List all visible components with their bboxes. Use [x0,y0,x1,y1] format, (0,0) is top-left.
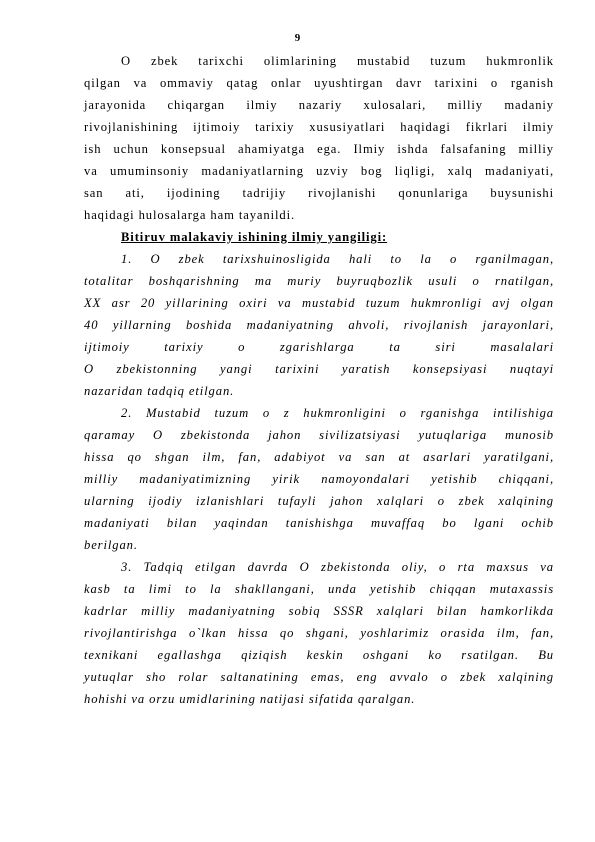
list-item-line: rivojlantirishga o`lkan hissa qo shgani, yoshlarimiz orasida ilm, fan, [84,626,554,640]
paragraph-line: qilgan va ommaviy qatag onlar uyushtirgan davr tarixini o rganish [84,76,554,90]
paragraph-line: ish uchun konsepsual ahamiyatga ega. Ilmiy ishda falsafaning milliy [84,142,554,156]
list-item-line: berilgan. [84,538,138,552]
list-item-line: hohishi va orzu umidlarining natijasi sifatida qaralgan. [84,692,416,706]
section-heading: Bitiruv malakaviy ishining ilmiy yangiligi: [121,230,388,244]
paragraph-line: rivojlanishining ijtimoiy tarixiy xususiyatlari haqidagi fikrlari ilmiy [84,120,554,134]
list-item-line: O zbekistonning yangi tarixini yaratish konsepsiyasi nuqtayi [84,362,554,376]
list-item-line: totalitar boshqarishning ma muriy buyruqbozlik usuli o rnatilgan, [84,274,554,288]
paragraph-line: haqidagi hulosalarga ham tayanildi. [84,208,296,222]
paragraph-line: jarayonida chiqargan ilmiy nazariy xulosalari, milliy madaniy [84,98,554,112]
list-item-line: 1. O zbek tarixshuinosligida hali to la o rganilmagan, [121,252,554,266]
list-item-line: kasb ta limi to la shakllangani, unda yetishib chiqqan mutaxassis [84,582,554,596]
list-item-line: qaramay O zbekistonda jahon sivilizatsiyasi yutuqlariga munosib [84,428,554,442]
list-item-line: 2. Mustabid tuzum o z hukmronligini o rganishga intilishiga [121,406,554,420]
list-item-line: XX asr 20 yillarining oxiri va mustabid tuzum hukmronligi avj olgan [84,296,554,310]
list-item-line: yutuqlar sho rolar saltanatining emas, eng avvalo o zbek xalqining [84,670,554,684]
paragraph-line: san ati, ijodining tadrijiy rivojlanishi qonunlariga buysunishi [84,186,554,200]
paragraph-line: O zbek tarixchi olimlarining mustabid tuzum hukmronlik [121,54,554,68]
list-item-line: ijtimoiy tarixiy o zgarishlarga ta siri masalalari [84,340,554,354]
list-item-line: ularning ijodiy izlanishlari tufayli jahon xalqlari o zbek xalqining [84,494,554,508]
page-number: 9 [294,32,301,44]
list-item-line: kadrlar milliy madaniyatning sobiq SSSR xalqlari bilan hamkorlikda [84,604,554,618]
list-item-line: texnikani egallashga qiziqish keskin oshgani ko rsatilgan. Bu [84,648,554,662]
list-item-line: hissa qo shgan ilm, fan, adabiyot va san at asarlari yaratilgani, [84,450,554,464]
list-item-line: nazaridan tadqiq etilgan. [84,384,235,398]
list-item-line: milliy madaniyatimizning yirik namoyondalari yetishib chiqqani, [84,472,554,486]
list-item-line: madaniyati bilan yaqindan tanishishga muvaffaq bo lgani ochib [84,516,554,530]
list-item-line: 3. Tadqiq etilgan davrda O zbekistonda oliy, o rta maxsus va [121,560,554,574]
paragraph-line: va umuminsoniy madaniyatlarning uzviy bog liqligi, xalq madaniyati, [84,164,554,178]
list-item-line: 40 yillarning boshida madaniyatning ahvoli, rivojlanish jarayonlari, [84,318,554,332]
